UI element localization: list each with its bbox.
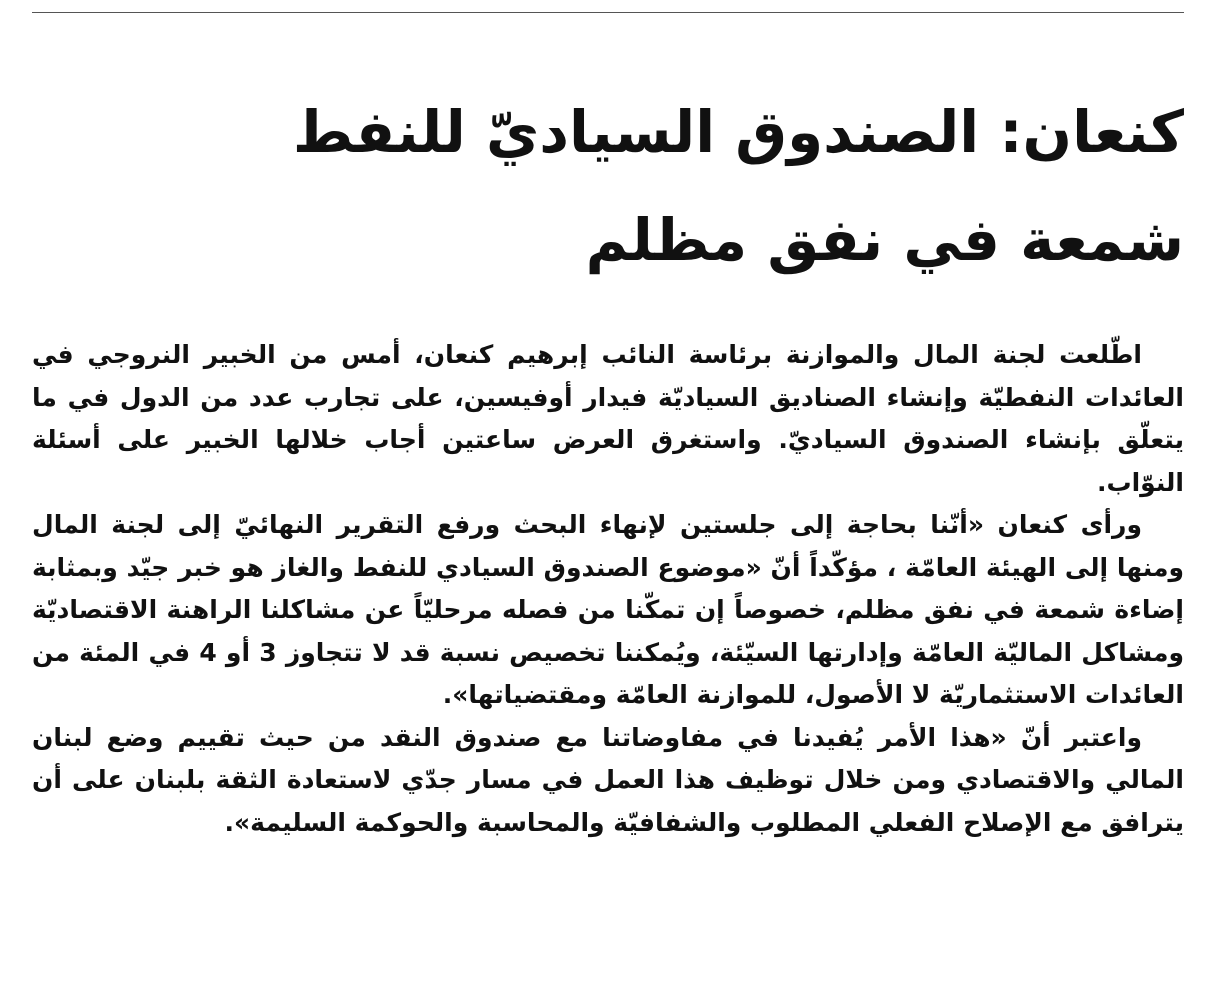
article-body bbox=[32, 334, 1184, 844]
paragraph-2: ورأى كنعان «أنّنا بحاجة إلى جلستين لإنهاء البحث ورفع التقرير النهائيّ إلى لجنة المال ومنها إلى الهيئة العامّة ، مؤكّداً أنّ «موضوع الصندوق السيادي للنفط والغاز هو خبر جيّد وبمثابة إضاءة شمعة في نفق مظلم، خصوصاً إن تمكّنا من فصله مرحليّاً عن مشاكلنا الراهنة الاقتصاديّة ومشاكل الماليّة العامّة وإدارتها السيّئة، ويُمكننا تخصيص نسبة قد لا تتجاوز 3 أو 4 في المئة من العائدات الاستثماريّة لا الأصول، للموازنة العامّة ومقتضياتها». bbox=[32, 510, 1184, 709]
paragraph-3: واعتبر أنّ «هذا الأمر يُفيدنا في مفاوضاتنا مع صندوق النقد من حيث تقييم وضع لبنان المالي والاقتصادي ومن خلال توظيف هذا العمل في مسار جدّي لاستعادة الثقة بلبنان على أن يترافق مع الإصلاح الفعلي المطلوب والشفافيّة والمحاسبة والحوكمة السليمة». bbox=[32, 722, 1184, 837]
headline-line-1: كنعان: الصندوق السياديّ للنفط bbox=[292, 98, 1184, 166]
headline bbox=[32, 78, 1184, 294]
paragraph-1: اطّلعت لجنة المال والموازنة برئاسة النائب إبرهيم كنعان، أمس من الخبير النروجي في العائدات النفطيّة وإنشاء الصناديق السياديّة فيدار أوفيسين، على تجارب عدد من الدول في ما يتعلّق بإنشاء الصندوق السياديّ. واستغرق العرض ساعتين أجاب خلالها الخبير على أسئلة النوّاب. bbox=[32, 340, 1184, 497]
headline-line-2: شمعة في نفق مظلم bbox=[585, 206, 1184, 274]
article bbox=[32, 78, 1184, 844]
top-divider bbox=[32, 12, 1184, 13]
